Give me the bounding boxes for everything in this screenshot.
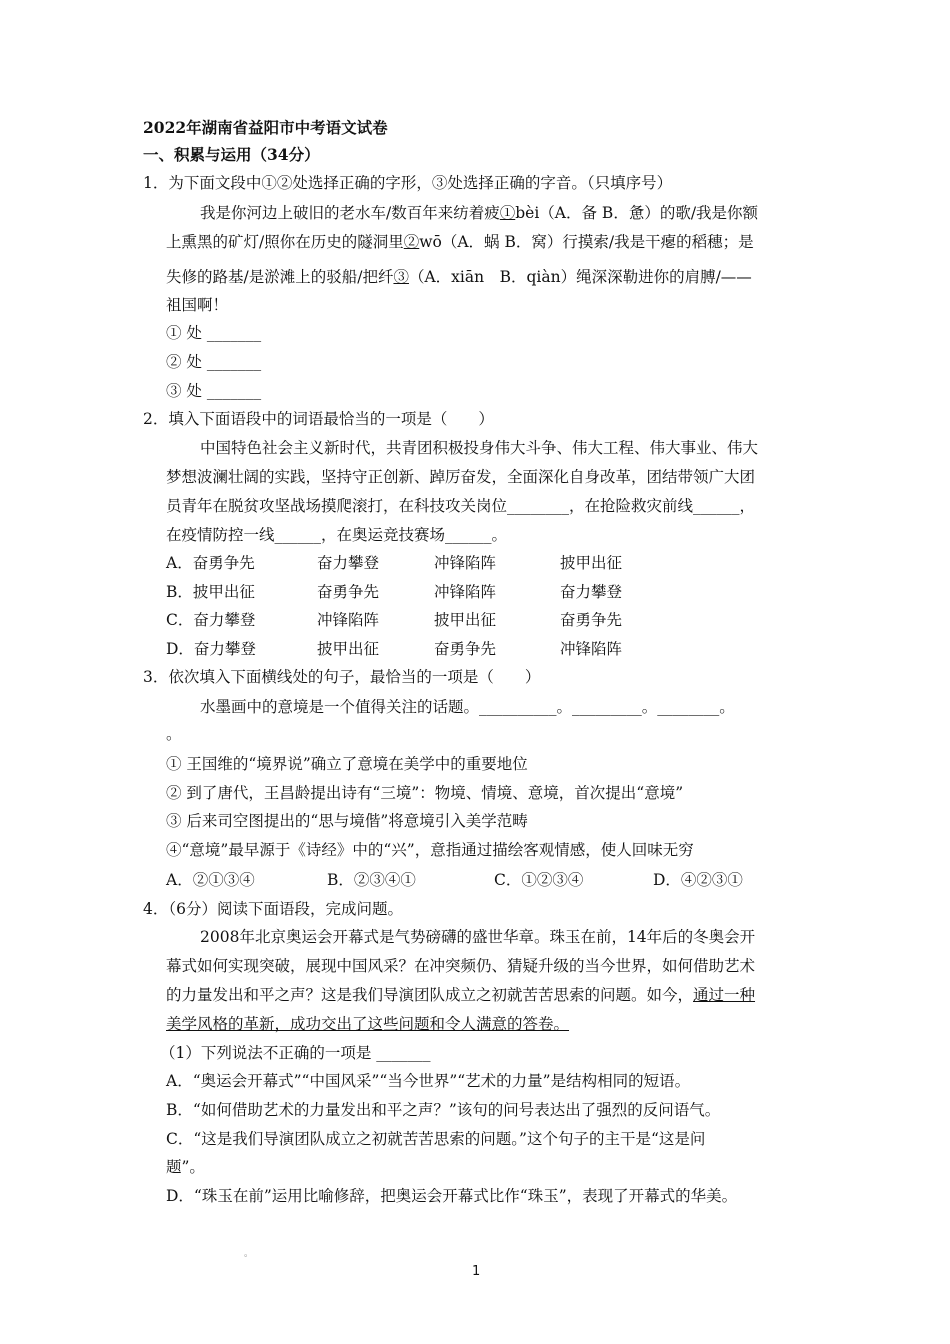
option-cell: 奋力攀登 (560, 583, 623, 601)
option-cell: 冲锋陷阵 (560, 640, 623, 658)
option-cell: 奋勇争先 (560, 611, 623, 629)
q4-option-b[interactable]: B．“如何借助艺术的力量发出和平之声？”该句的问号表达出了强烈的反问语气。 (166, 1101, 721, 1119)
option-cell: 冲锋陷阵 (434, 554, 497, 572)
q3-option-d[interactable]: D．④②③① (653, 871, 743, 889)
q3-option-a[interactable]: A．②①③④ (166, 871, 255, 889)
q4-passage-line: 幕式如何实现突破，展现中国风采？在冲突频仍、猜疑升级的当今世界，如何借助艺术 (166, 957, 756, 975)
option-cell: A．奋勇争先 (166, 554, 255, 572)
q4-subquestion[interactable]: （1）下列说法不正确的一项是 _______ (160, 1044, 431, 1062)
q1-passage-line: 我是你河边上破旧的老水车/数百年来纺着疲①bèi（A．备 B．惫）的歌/我是你额 (200, 204, 759, 222)
q4-option-c-cont: 题”。 (166, 1158, 205, 1176)
option-cell: D．奋力攀登 (166, 640, 256, 658)
q4-option-a[interactable]: A．“奥运会开幕式”“中国风采”“当今世界”“艺术的力量”是结构相同的短语。 (166, 1072, 691, 1090)
q1-passage-line: 上熏黑的矿灯/照你在历史的隧洞里②wō（A．蜗 B．窝）行摸索/我是干瘪的稻穗；是 (166, 233, 754, 251)
q1-blank-3[interactable]: ③ 处 _______ (166, 382, 262, 400)
marker-2: ② (403, 233, 420, 251)
q1-blank-2[interactable]: ② 处 _______ (166, 353, 262, 371)
q2-stem: 2．填入下面语段中的词语最恰当的一项是（ ） (143, 410, 494, 428)
page-number: 1 (472, 1264, 481, 1279)
q3-passage-line: 。 (166, 725, 182, 743)
option-cell: 奋勇争先 (317, 583, 380, 601)
q3-option-c[interactable]: C．①②③④ (494, 871, 584, 889)
q1-blank-1[interactable]: ① 处 _______ (166, 324, 262, 342)
option-cell: 披甲出征 (434, 611, 497, 629)
section-heading: 一、积累与运用（34分） (143, 145, 320, 164)
marker-3: ③ (393, 268, 409, 286)
underlined-text: 美学风格的革新，成功交出了这些问题和令人满意的答卷。 (166, 1015, 570, 1033)
q3-sentence-4: ④“意境”最早源于《诗经》中的“兴”，意指通过描绘客观情感，使人回味无穷 (166, 841, 694, 859)
q3-passage-line: 水墨画中的意境是一个值得关注的话题。__________。_________。________。 (200, 698, 735, 716)
marker-1: ① (499, 204, 516, 222)
q3-sentence-1: ① 王国维的“境界说”确立了意境在美学中的重要地位 (166, 755, 528, 773)
q3-stem: 3．依次填入下面横线处的句子，最恰当的一项是（ ） (143, 668, 541, 686)
q1-stem: 1．为下面文段中①②处选择正确的字形，③处选择正确的字音。（只填序号） (143, 174, 673, 192)
q3-option-b[interactable]: B．②③④① (327, 871, 416, 889)
exam-title: 2022年湖南省益阳市中考语文试卷 (143, 118, 388, 137)
option-cell: B．披甲出征 (166, 583, 255, 601)
q4-option-c[interactable]: C．“这是我们导演团队成立之初就苦苦思索的问题。”这个句子的主干是“这是问 (166, 1130, 706, 1148)
option-cell: C．奋力攀登 (166, 611, 256, 629)
option-cell: 冲锋陷阵 (434, 583, 497, 601)
option-cell: 披甲出征 (317, 640, 380, 658)
q2-passage-line: 员青年在脱贫攻坚战场摸爬滚打，在科技攻关岗位________，在抢险救灾前线______， (166, 497, 756, 515)
q4-passage-line: 的力量发出和平之声？这是我们导演团队成立之初就苦苦思索的问题。如今，通过一种 (166, 986, 756, 1004)
q1-passage-line: 祖国啊！ (166, 296, 229, 314)
option-cell: 奋勇争先 (434, 640, 497, 658)
q4-stem: 4．（6分）阅读下面语段，完成问题。 (143, 900, 403, 918)
option-cell: 披甲出征 (560, 554, 623, 572)
q3-sentence-2: ② 到了唐代，王昌龄提出诗有“三境”：物境、情境、意境，首次提出“意境” (166, 784, 684, 802)
q4-option-d[interactable]: D．“珠玉在前”运用比喻修辞，把奥运会开幕式比作“珠玉”，表现了开幕式的华美。 (166, 1187, 738, 1205)
option-cell: 冲锋陷阵 (317, 611, 380, 629)
q1-passage-line: 失修的路基/是淤滩上的驳船/把纤③（A．xiān B．qiàn）绳深深勒进你的肩膊/—— (166, 268, 752, 286)
q2-passage-line: 中国特色社会主义新时代，共青团积极投身伟大斗争、伟大工程、伟大事业、伟大 (200, 439, 759, 457)
stray-mark: 。 (244, 1249, 254, 1259)
q4-passage-line: 2008年北京奥运会开幕式是气势磅礴的盛世华章。珠玉在前，14年后的冬奥会开 (200, 928, 756, 946)
q2-passage-line: 在疫情防控一线______，在奥运竞技赛场______。 (166, 526, 508, 544)
option-cell: 奋力攀登 (317, 554, 380, 572)
q2-passage-line: 梦想波澜壮阔的实践，坚持守正创新、踔厉奋发，全面深化自身改革，团结带领广大团 (166, 468, 756, 486)
q3-sentence-3: ③ 后来司空图提出的“思与境偕”将意境引入美学范畴 (166, 812, 528, 830)
underlined-text: 通过一种 (693, 986, 756, 1004)
